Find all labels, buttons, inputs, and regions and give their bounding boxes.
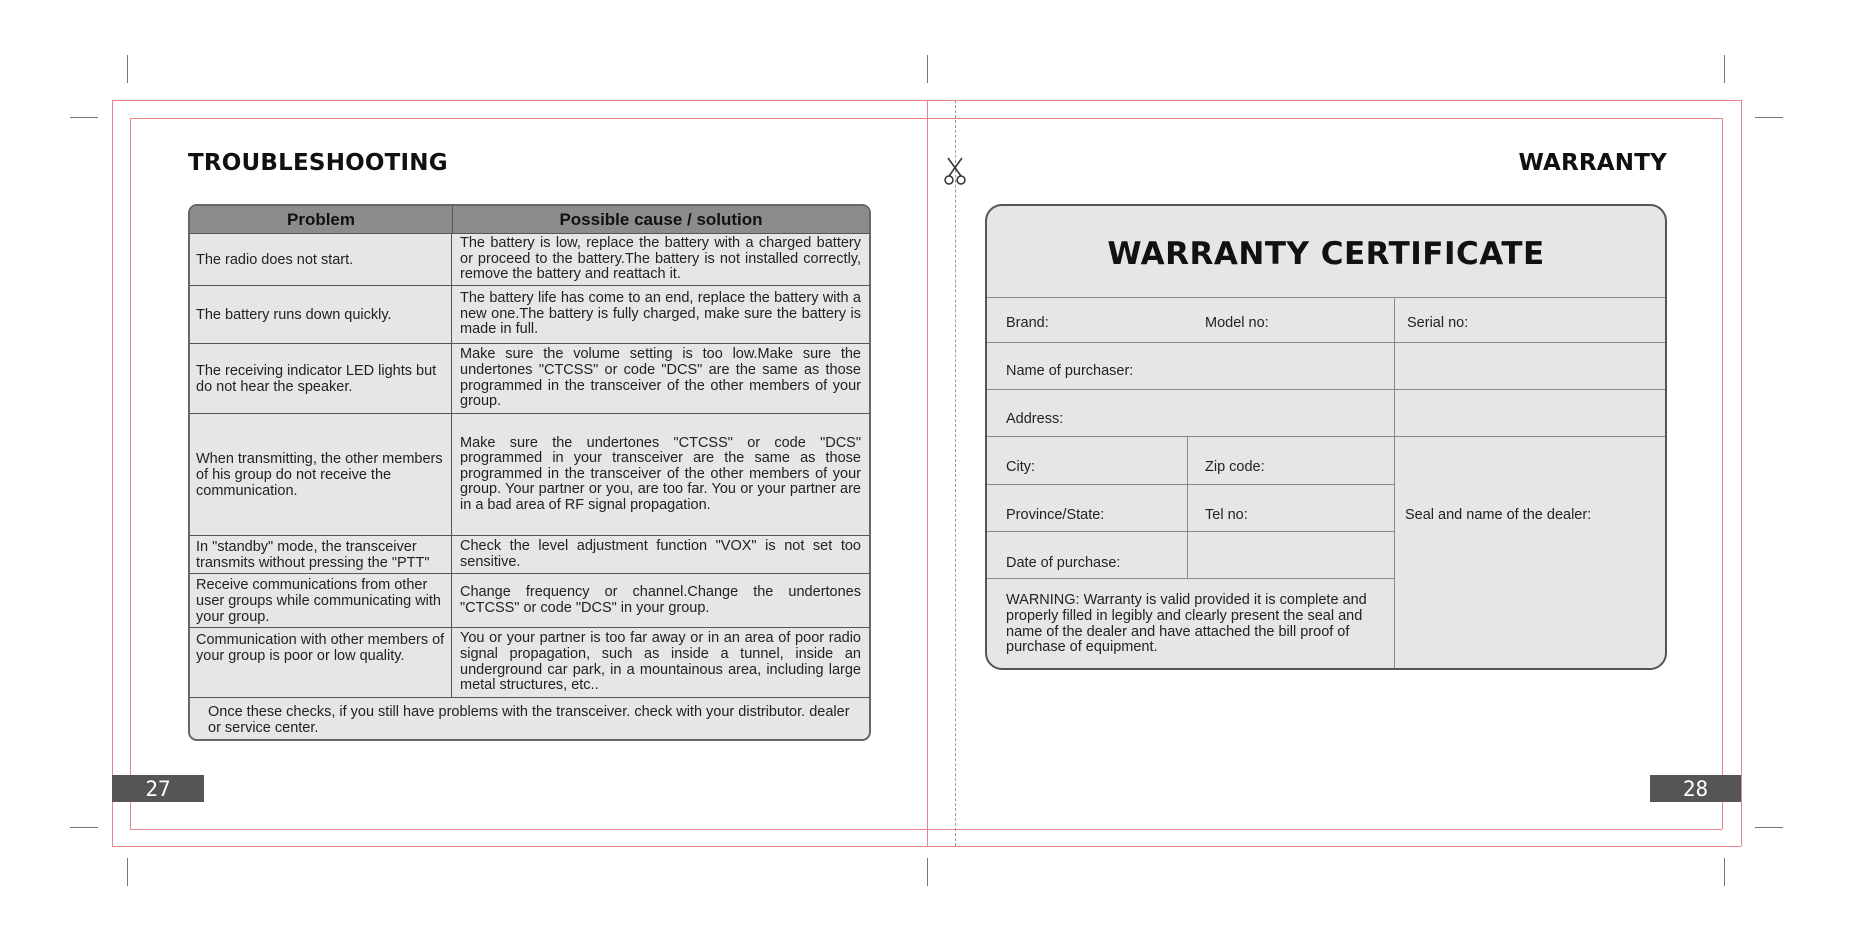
- purchase-date-field-label: Date of purchase:: [1006, 555, 1121, 571]
- solution-cell: Make sure the undertones "CTCSS" or code "DCS" programmed in your transceiver are the same as those programmed in the transceiver of the other members of your group. Your partner or you, are too far. You or your partner are in a bad area of RF signal propagation.: [460, 434, 861, 513]
- trim-line: [130, 118, 1722, 119]
- certificate-title: WARRANTY CERTIFICATE: [1107, 236, 1545, 272]
- solution-cell: You or your partner is too far away or in an area of poor radio signal propagation, such as inside a tunnel, inside an underground car park, in a mountainous area, including large metal structures, etc..: [460, 630, 861, 694]
- grid-line: [1187, 436, 1188, 578]
- table-note: Once these checks, if you still have problems with the transceiver. check with your distributor. dealer or service center.: [208, 704, 850, 736]
- crop-mark: [127, 55, 128, 83]
- solution-cell: Change frequency or channel.Change the undertones "CTCSS" or code "DCS" in your group.: [460, 583, 861, 616]
- table-row: [190, 536, 869, 574]
- zip-field-label: Zip code:: [1205, 459, 1265, 475]
- table-row: [190, 414, 869, 536]
- crop-mark: [70, 117, 98, 118]
- fold-dashed-line: [955, 100, 956, 846]
- solution-cell: The battery life has come to an end, replace the battery with a new one.The battery is fully charged, make sure the battery is made in full.: [460, 290, 861, 338]
- trim-line: [130, 118, 131, 829]
- trim-line: [1741, 100, 1742, 846]
- crop-mark: [1724, 858, 1725, 886]
- warranty-warning: WARNING: Warranty is valid provided it is complete and properly filled in legibly and clearly present the seal and name of the dealer and have attached the bill proof of purchase of equipment.: [1006, 592, 1367, 656]
- table-header: [190, 206, 869, 234]
- crop-mark: [1755, 827, 1783, 828]
- tel-field-label: Tel no:: [1205, 507, 1248, 523]
- problem-cell: In "standby" mode, the transceiver transmits without pressing the "PTT": [190, 536, 452, 573]
- grid-line: [987, 297, 1665, 298]
- problem-cell: Receive communications from other user groups while communicating with your group.: [190, 574, 452, 627]
- grid-line: [987, 436, 1665, 437]
- scissors-icon: [944, 156, 966, 191]
- seal-field-label: Seal and name of the dealer:: [1405, 507, 1592, 523]
- warranty-certificate: [985, 204, 1667, 670]
- column-header-problem: Problem: [190, 206, 453, 233]
- page-title: WARRANTY: [1518, 150, 1667, 176]
- crop-mark: [1724, 55, 1725, 83]
- solution-cell: The battery is low, replace the battery with a charged battery or proceed to the battery.The battery is not installed correctly, remove the battery and reattach it.: [460, 235, 861, 283]
- page-number: 27: [112, 775, 204, 802]
- problem-cell: Communication with other members of your group is poor or low quality.: [190, 628, 452, 697]
- solution-cell: Make sure the volume setting is too low.Make sure the undertones "CTCSS" or code "DCS" are the same as those programmed in the transceiver of the other members of your group.: [460, 346, 861, 410]
- problem-cell: The battery runs down quickly.: [190, 286, 452, 343]
- page-title: TROUBLESHOOTING: [188, 150, 448, 176]
- column-header-solution: Possible cause / solution: [559, 209, 763, 229]
- grid-line: [987, 531, 1394, 532]
- serial-field-label: Serial no:: [1407, 315, 1469, 331]
- table-row: [190, 574, 869, 628]
- spine-line: [927, 100, 928, 846]
- crop-mark: [1755, 117, 1783, 118]
- grid-line: [987, 342, 1665, 343]
- grid-line: [987, 484, 1394, 485]
- crop-mark: [70, 827, 98, 828]
- table-row: [190, 628, 869, 698]
- grid-line: [987, 389, 1665, 390]
- trim-line: [1722, 118, 1723, 829]
- table-row: [190, 234, 869, 286]
- brand-field-label: Brand:: [1006, 315, 1049, 331]
- trim-line: [112, 846, 1741, 847]
- table-row: [190, 286, 869, 344]
- problem-cell: When transmitting, the other members of his group do not receive the communication.: [190, 414, 452, 535]
- solution-cell: Check the level adjustment function "VOX" is not set too sensitive.: [460, 537, 861, 570]
- troubleshooting-table: [188, 204, 871, 741]
- grid-line: [1394, 297, 1395, 670]
- crop-mark: [127, 858, 128, 886]
- trim-line: [112, 100, 113, 846]
- crop-mark: [927, 858, 928, 886]
- grid-line: [987, 578, 1394, 579]
- purchaser-field-label: Name of purchaser:: [1006, 363, 1134, 379]
- page-number: 28: [1650, 775, 1741, 802]
- model-field-label: Model no:: [1205, 315, 1269, 331]
- city-field-label: City:: [1006, 459, 1035, 475]
- problem-cell: The receiving indicator LED lights but do not hear the speaker.: [190, 344, 452, 413]
- crop-mark: [927, 55, 928, 83]
- table-row: [190, 344, 869, 414]
- address-field-label: Address:: [1006, 411, 1064, 427]
- trim-line: [130, 829, 1722, 830]
- problem-cell: The radio does not start.: [190, 234, 452, 285]
- province-field-label: Province/State:: [1006, 507, 1105, 523]
